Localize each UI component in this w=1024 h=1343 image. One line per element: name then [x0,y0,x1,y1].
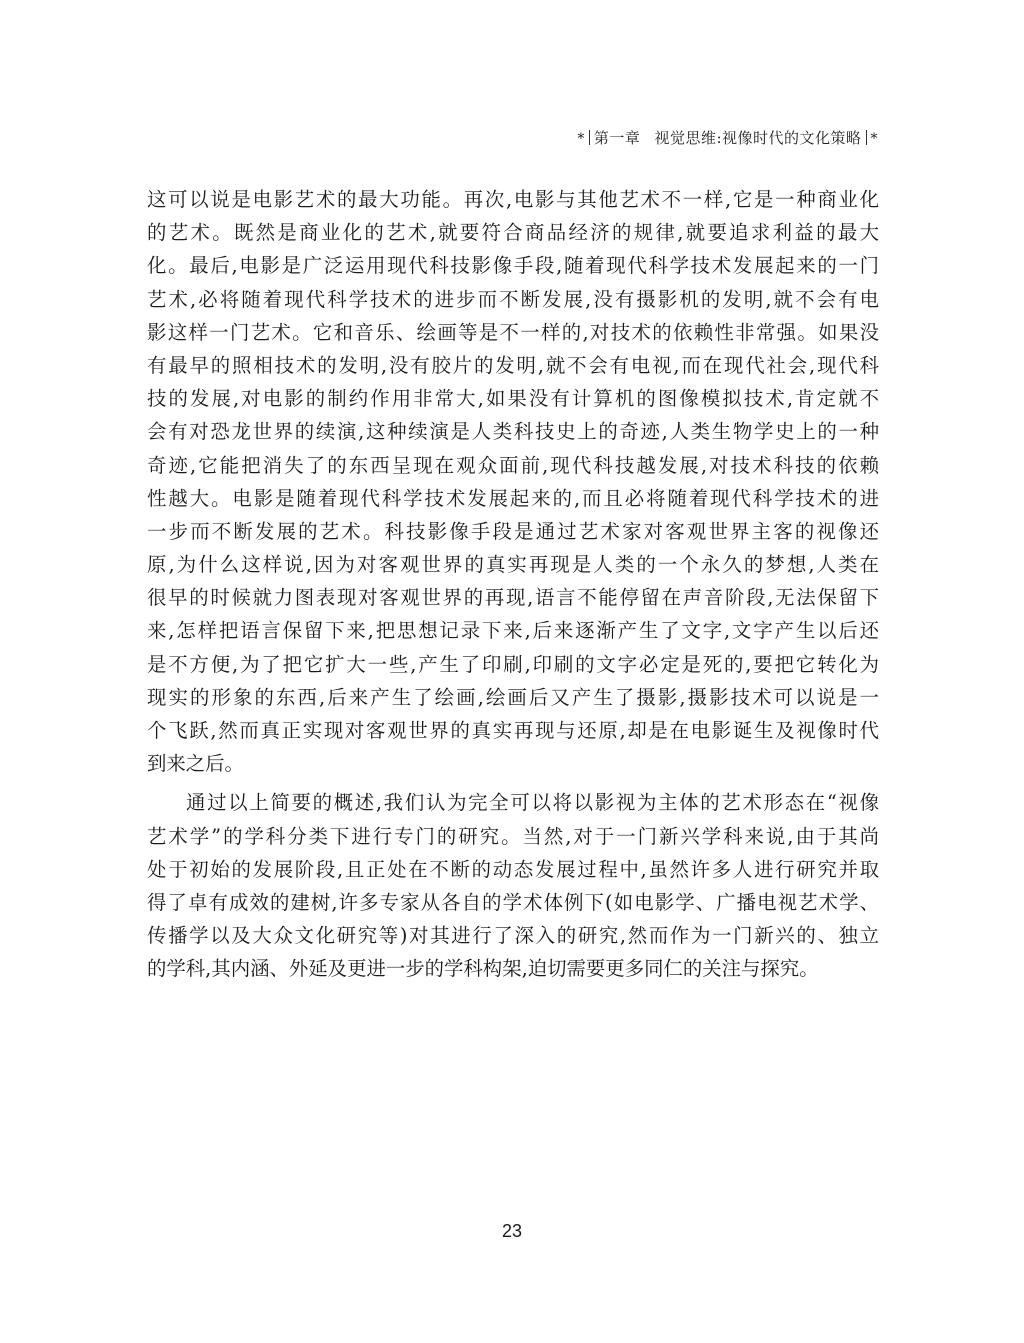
page-number: 23 [501,1221,523,1241]
text-line: 奇迹,它能把消失了的东西呈现在观众面前,现代科技越发展,对技术科技的依赖 [147,453,879,477]
text-line: 会有对恐龙世界的续演,这种续演是人类科技史上的奇迹,人类生物学史上的一种 [147,420,879,444]
text-line: 原,为什么这样说,因为对客观世界的真实再现是人类的一个永久的梦想,人类在 [147,553,879,577]
text-line: 通过以上简要的概述,我们认为完全可以将以影视为主体的艺术形态在“视像 [186,791,879,815]
text-line: 艺术学”的学科分类下进行专门的研究。当然,对于一门新兴学科来说,由于其尚 [147,824,879,848]
text-line: 影这样一门艺术。它和音乐、绘画等是不一样的,对技术的依赖性非常强。如果没 [147,320,879,344]
body-text [147,183,879,986]
text-line: 现实的形象的东西,后来产生了绘画,绘画后又产生了摄影,摄影技术可以说是一 [147,685,879,709]
text-line: 技的发展,对电影的制约作用非常大,如果没有计算机的图像模拟技术,肯定就不 [147,387,879,411]
text-line: 化。最后,电影是广泛运用现代科技影像手段,随着现代科学技术发展起来的一门 [147,254,879,278]
text-line: 得了卓有成效的建树,许多专家从各自的学术体例下(如电影学、广播电视艺术学、 [147,890,879,914]
text-line: 处于初始的发展阶段,且正处在不断的动态发展过程中,虽然许多人进行研究并取 [147,857,879,881]
chapter-title: 视觉思维:视像时代的文化策略 [654,129,862,147]
paragraph [147,786,879,985]
text-line: 有最早的照相技术的发明,没有胶片的发明,就不会有电视,而在现代社会,现代科 [147,353,879,377]
text-line: 的艺术。既然是商业化的艺术,就要符合商品经济的规律,就要追求利益的最大 [147,221,879,245]
text-line: 的学科,其内涵、外延及更进一步的学科构架,迫切需要更多同仁的关注与探究。 [147,957,819,981]
header-divider-right [866,130,867,145]
running-header [577,127,878,148]
text-line: 一步而不断发展的艺术。科技影像手段是通过艺术家对客观世界主客的视像还 [147,519,879,543]
text-line: 传播学以及大众文化研究等)对其进行了深入的研究,然而作为一门新兴的、独立 [147,924,879,948]
text-line: 这可以说是电影艺术的最大功能。再次,电影与其他艺术不一样,它是一种商业化 [147,188,879,211]
header-star-right: * [870,131,878,147]
header-star-left: * [577,131,585,147]
text-line: 来,怎样把语言保留下来,把思想记录下来,后来逐渐产生了文字,文字产生以后还 [147,619,879,643]
text-line: 很早的时候就力图表现对客观世界的再现,语言不能停留在声音阶段,无法保留下 [147,586,879,610]
text-line: 个飞跃,然而真正实现对客观世界的真实再现与还原,却是在电影诞生及视像时代 [147,719,879,742]
text-line: 到来之后。 [147,752,244,776]
header-divider-left [589,130,590,145]
paragraph [147,183,879,780]
text-line: 是不方便,为了把它扩大一些,产生了印刷,印刷的文字必定是死的,要把它转化为 [147,652,879,676]
chapter-label: 第一章 [593,129,641,147]
text-line: 性越大。电影是随着现代科学技术发展起来的,而且必将随着现代科学技术的进 [147,486,879,510]
text-line: 艺术,必将随着现代科学技术的进步而不断发展,没有摄影机的发明,就不会有电 [147,287,879,311]
